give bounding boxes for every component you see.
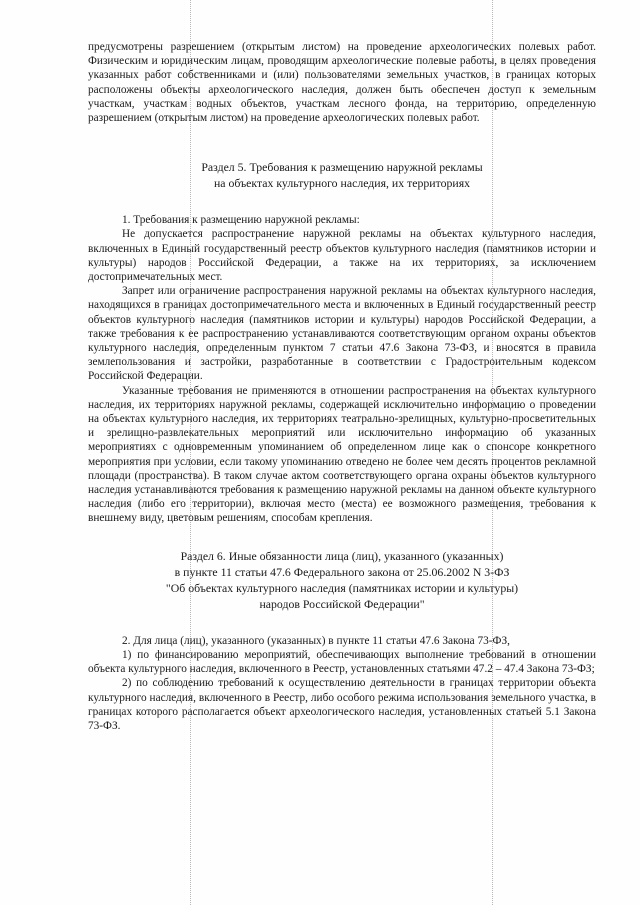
- section6-item2-title: 2. Для лица (лиц), указанного (указанных) в пункте 11 статьи 47.6 Закона 73-ФЗ,: [122, 634, 510, 647]
- section5-paragraph: Запрет или ограничение распространения наружной рекламы на объектах культурного наследия, находящихся в границах достопримечательного места и включенных в Единый государственный реестр объектов культурного наследия (памятников истории и культуры) народов Российской Федерации, а также требования к ее распространению устанавливаются соответствующим органом охраны объектов культурного наследия, определенным пунктом 7 статьи 47.6 Закона 73-ФЗ, и вносятся в правила землепользования и застройки, разработанные в соответствии с Градостроительным кодексом Российской Федерации.: [88, 285, 596, 383]
- document-body: [88, 40, 596, 733]
- section5-paragraph: Не допускается распространение наружной рекламы на объектах культурного наследия, включенных в Единый государственный реестр объектов культурного наследия (памятников истории и культуры) народов Российской Федерации, а также на их территориях, за исключением достопримечательных мест.: [88, 228, 596, 284]
- section5-paragraph: Указанные требования не применяются в отношении распространения на объектах культурного наследия, их территориях наружной рекламы, содержащей исключительно информацию о проведении на объектах культурного наследия, их территориях театрально-зрелищных, культурно-просветительных и зрелищно-развлекательных мероприятий или исключительно информацию об указанных мероприятиях с одновременным упоминанием об определенном лице как о спонсоре конкретного мероприятия при условии, если такому упоминанию отведено не более чем десять процентов рекламной площади (пространства). В таком случае актом соответствующего органа охраны объектов культурного наследия устанавливаются требования к размещению наружной рекламы на данном объекте культурного наследия (либо его территории), включая место (места) ее возможного размещения, требования к внешнему виду, цветовым решениям, способам крепления.: [88, 384, 596, 525]
- section6-title-line: "Об объектах культурного наследия (памятниках истории и культуры): [165, 580, 519, 595]
- section6-title-line: народов Российской Федерации": [259, 596, 425, 611]
- section6-title: [88, 548, 596, 612]
- section5-title-line: на объектах культурного наследия, их территориях: [213, 176, 471, 191]
- intro-paragraph: предусмотрены разрешением (открытым листом) на проведение археологических полевых работ. Физическим и юридическим лицам, проводящим археологические полевые работы, в целях проведения указанных работ собственниками и (или) пользователями земельных участков, в границах которых расположены объекты археологического наследия, должен быть обеспечен доступ к земельным участкам, участкам водных объектов, участкам лесного фонда, на территорию, определенную разрешением (открытым листом) на проведение археологических полевых работ.: [88, 41, 596, 125]
- section6-paragraph: 2) по соблюдению требований к осуществлению деятельности в границах территории объекта культурного наследия, включенного в Реестр, либо особого режима использования земельного участка, в границах которого располагается объект археологического наследия, установленных статьей 5.1 Закона 73-ФЗ.: [88, 677, 596, 732]
- section5-item1-title: 1. Требования к размещению наружной рекламы:: [122, 214, 360, 227]
- section5-title-line: Раздел 5. Требования к размещению наружной рекламы: [201, 160, 483, 175]
- section6-title-line: Раздел 6. Иные обязанности лица (лиц), указанного (указанных): [180, 548, 504, 563]
- section6-paragraph: 1) по финансированию мероприятий, обеспечивающих выполнение требований в отношении объекта культурного наследия, включенного в Реестр, установленных статьями 47.2 – 47.4 Закона 73-ФЗ;: [88, 648, 596, 676]
- section6-title-line: в пункте 11 статьи 47.6 Федерального закона от 25.06.2002 N 3-ФЗ: [174, 564, 510, 579]
- section5-title: [88, 159, 596, 191]
